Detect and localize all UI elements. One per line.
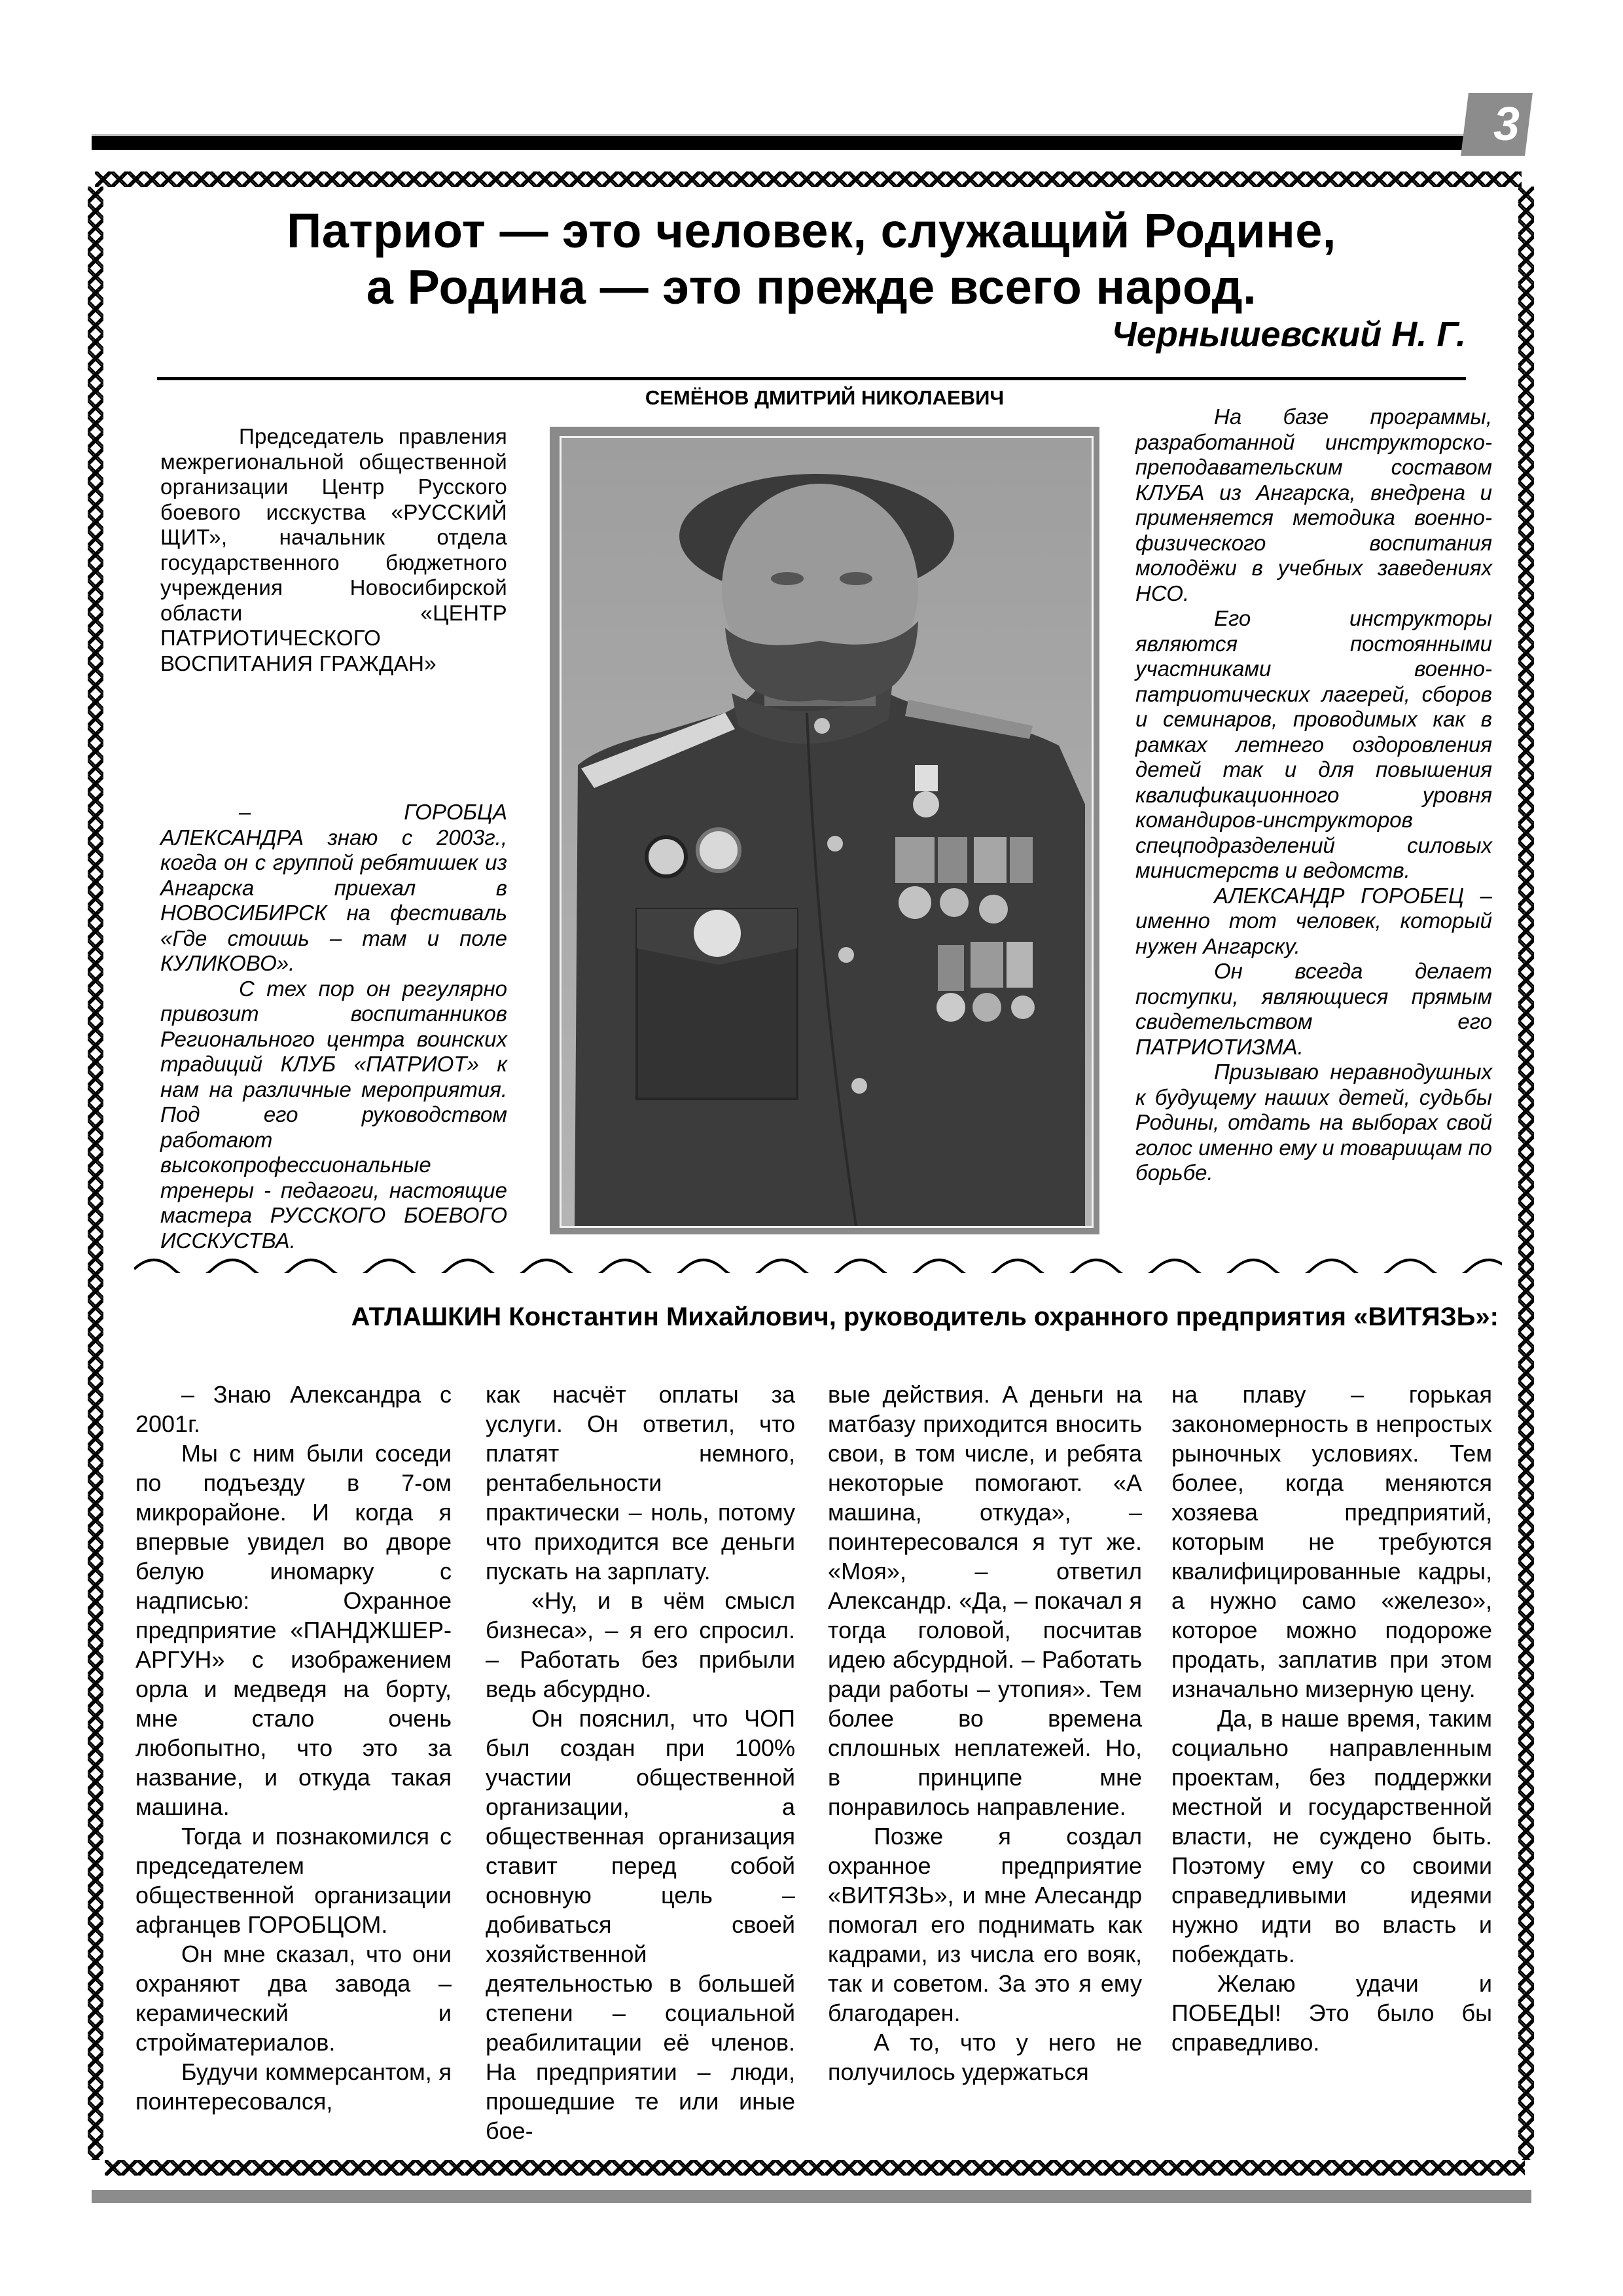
page-number-badge: [1461, 93, 1533, 156]
photo-caption: СЕМЁНОВ ДМИТРИЙ НИКОЛАЕВИЧ: [645, 386, 1005, 409]
section-rule: [157, 377, 1466, 380]
profile-intro: [160, 424, 507, 676]
profile-intro-text: Председатель правления межрегиональной общественной организации Центр Русского боевого исскуства «РУССКИЙ ЩИТ», начальник отдела государственного бюджетного учреждения Новосибирской области «ЦЕНТР ПАТРИОТИЧЕСКОГО ВОСПИТАНИЯ ГРАЖДАН»: [160, 424, 507, 675]
article-column-4: [1171, 1380, 1492, 2057]
epigraph-line-1: Патриот — это человек, служащий Родине,: [287, 204, 1336, 258]
paragraph: На базе программы, разработанной инструкторско-преподавательским составом КЛУБА из Ангарска, внедрена и применяется методика военно-физического воспитания молодёжи в учебных заведениях НСО.: [1135, 404, 1492, 605]
paragraph: вые действия. А деньги на матбазу приходится вносить свои, в том числе, и ребята некоторые помогают. «А машина, откуда», – поинтересовался я тут же. «Моя», – ответил Александр. «Да, – покачал я тогда головой, посчитав идею абсурдной. – Работать ради работы – утопия». Тем более во времена сплошных неплатежей. Но, в принципе мне понравилось направление.: [828, 1381, 1142, 1820]
footer-bar: [92, 2190, 1531, 2203]
paragraph: – ГОРОБЦА АЛЕКСАНДРА знаю с 2003г., когда он с группой ребятишек из Ангарска приехал в НОВОСИБИРСК на фестиваль «Где стоишь – там и поле КУЛИКОВО».: [160, 800, 507, 975]
paragraph: Его инструкторы являются постоянными участниками военно-патриотических лагерей, сборов и семинаров, проводимых как в рамках летнего оздоровления детей так и для повышения квалификационного уровня командиров-инструкторов спецподразделений силовых министерств и ведомств.: [1135, 606, 1492, 882]
paragraph: – Знаю Александра с 2001г.: [135, 1381, 452, 1437]
epigraph-line-2: а Родина — это прежде всего народ.: [366, 260, 1257, 314]
paragraph: Желаю удачи и ПОБЕДЫ! Это было бы справедливо.: [1171, 1970, 1492, 2056]
article-column-3: [828, 1380, 1142, 2087]
profile-right-quote: [1135, 404, 1492, 1186]
paragraph: Призываю неравнодушных к будущему наших детей, судьбы Родины, отдать на выборах свой голос именно ему и товарищам по борьбе.: [1135, 1060, 1492, 1185]
paragraph: Мы с ним были соседи по подъезду в 7-ом микрорайоне. И когда я впервые увидел во дворе белую иномарку с надписью: Охранное предприятие «ПАНДЖШЕР-АРГУН» с изображением орла и медведя на борту, мне стало очень любопытно, что это за название, и откуда такая машина.: [135, 1440, 452, 1820]
paragraph: на плаву – горькая закономерность в непростых рыночных условиях. Тем более, когда меняются хозяева предприятий, которым не требуются квалифицированные кадры, а нужно само «железо», которое можно подороже продать, заплатив при этом изначально мизерную цену.: [1171, 1381, 1492, 1702]
paragraph: Будучи коммерсантом, я поинтересовался,: [135, 2058, 452, 2115]
ornamental-border-right: [1518, 187, 1534, 2160]
ornamental-border-bottom: [105, 2160, 1525, 2176]
paragraph: Да, в наше время, таким социально направленным проектам, без поддержки местной и государственной власти, не суждено быть. Поэтому ему со своими справедливыми идеями нужно идти во власть и побеждать.: [1171, 1705, 1492, 1967]
paragraph: «Ну, и в чём смысл бизнеса», – я его спросил. – Работать без прибыли ведь абсурдно.: [486, 1587, 795, 1702]
article-column-2: [486, 1380, 795, 2145]
header-bar: [92, 136, 1466, 150]
paragraph: С тех пор он регулярно привозит воспитанников Регионального центра воинских традиций КЛУБ «ПАТРИОТ» к нам на различные мероприятия. Под его руководством работают высокопрофессиональные тренеры - педагоги, настоящие мастера РУССКОГО БОЕВОГО ИССКУСТВА.: [160, 976, 507, 1253]
profile-left-quote: [160, 800, 507, 1253]
epigraph-author: Чернышевский Н. Г.: [1111, 315, 1466, 354]
paragraph: АЛЕКСАНДР ГОРОБЕЦ – именно тот человек, который нужен Ангарску.: [1135, 883, 1492, 958]
page-number: 3: [1493, 98, 1520, 151]
paragraph: А то, что у него не получилось удержаться: [828, 2029, 1142, 2085]
paragraph: Он всегда делает поступки, являющиеся прямым свидетельством его ПАТРИОТИЗМА.: [1135, 959, 1492, 1059]
article-heading: АТЛАШКИН Константин Михайлович, руководитель охранного предприятия «ВИТЯЗЬ»:: [351, 1302, 1499, 1331]
paragraph: Он пояснил, что ЧОП был создан при 100% участии общественной организации, а общественная организация ставит перед собой основную цель – добиваться своей хозяйственной деятельностью в большей степени – социальной реабилитации её членов. На предприятии – люди, прошедшие те или иные бое-: [486, 1705, 795, 2144]
paragraph: Позже я создал охранное предприятие «ВИТЯЗЬ», и мне Алесандр помогал его поднимать как кадрами, из числа его вояк, так и советом. За это я ему благодарен.: [828, 1823, 1142, 2026]
paragraph: Тогда и познакомился с председателем общественной организации афганцев ГОРОБЦОМ.: [135, 1823, 452, 1938]
paragraph: Он мне сказал, что они охраняют два завода – керамический и стройматериалов.: [135, 1941, 452, 2056]
wavy-divider: [134, 1255, 1502, 1273]
ornamental-border-top: [95, 171, 1522, 187]
portrait-illustration: [562, 438, 1092, 1226]
epigraph-quote: [170, 203, 1453, 315]
paragraph: как насчёт оплаты за услуги. Он ответил, что платят немного, рентабельности практически – ноль, потому что приходится все деньги пускать на зарплату.: [486, 1381, 795, 1585]
ornamental-border-left: [88, 187, 103, 2160]
article-column-1: [135, 1380, 452, 2116]
portrait-photo: [560, 436, 1094, 1228]
